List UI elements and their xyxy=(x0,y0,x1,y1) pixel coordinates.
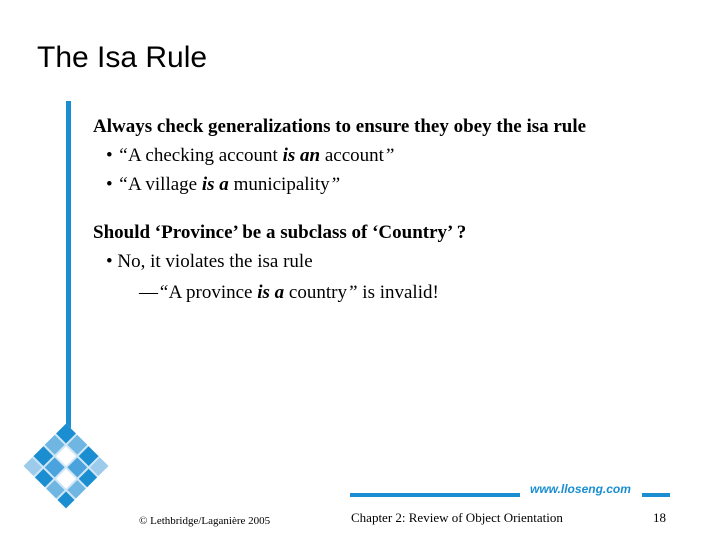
bullet-mark: • xyxy=(106,251,118,272)
close-quote: ” xyxy=(383,145,395,166)
diamond-grid-logo xyxy=(12,412,120,520)
sub-text-post: country xyxy=(284,282,347,303)
heading-generalizations: Always check generalizations to ensure they obey the isa rule xyxy=(93,116,587,137)
sub-bullet-province-invalid xyxy=(139,280,693,305)
open-quote: ‘ xyxy=(372,222,379,243)
bullet-village xyxy=(106,172,693,197)
accent-vertical-bar xyxy=(66,101,71,461)
term-country: Country xyxy=(378,222,448,243)
term-province: Province xyxy=(161,222,233,243)
bullet-text: No, it violates the isa rule xyxy=(117,251,313,272)
slide-content xyxy=(93,114,693,305)
open-quote: “ xyxy=(158,282,169,303)
bullet-text-emphasis: is a xyxy=(201,174,229,195)
spacer xyxy=(93,197,693,220)
bullet-violates-rule xyxy=(106,249,693,274)
slide-title: The Isa Rule xyxy=(37,41,208,74)
heading-province-question xyxy=(93,220,693,245)
bullet-text-post: account xyxy=(320,145,384,166)
close-quote: ’ xyxy=(232,222,238,243)
footer-accent-line xyxy=(350,493,520,497)
brand-url: www.lloseng.com xyxy=(530,482,631,496)
footer-copyright: © Lethbridge/Laganière 2005 xyxy=(139,515,271,527)
question-mid: be a subclass of xyxy=(237,222,373,243)
bullet-mark: • xyxy=(106,145,118,166)
sub-text-end: is invalid! xyxy=(357,282,439,303)
close-quote: ’ xyxy=(447,222,452,243)
bullet-text-pre: A village xyxy=(127,174,202,195)
open-quote: “ xyxy=(117,174,128,195)
question-pre: Should xyxy=(93,222,155,243)
sub-text-pre: A province xyxy=(168,282,258,303)
sub-text-emphasis: is a xyxy=(257,282,285,303)
bullet-mark: • xyxy=(106,174,118,195)
open-quote: “ xyxy=(117,145,128,166)
bullet-text-emphasis: is an xyxy=(282,145,321,166)
bullet-text-post: municipality xyxy=(228,174,330,195)
footer-accent-line-right xyxy=(642,493,670,497)
footer-page-number: 18 xyxy=(653,510,666,525)
bullet-text-pre: A checking account xyxy=(127,145,283,166)
bullet-checking-account xyxy=(106,143,693,168)
open-quote: ‘ xyxy=(154,222,162,243)
close-quote: ” xyxy=(329,174,341,195)
dash-mark: — xyxy=(139,282,158,303)
question-end: ? xyxy=(451,222,467,243)
close-quote: ” xyxy=(346,282,358,303)
footer-chapter: Chapter 2: Review of Object Orientation xyxy=(351,510,563,525)
